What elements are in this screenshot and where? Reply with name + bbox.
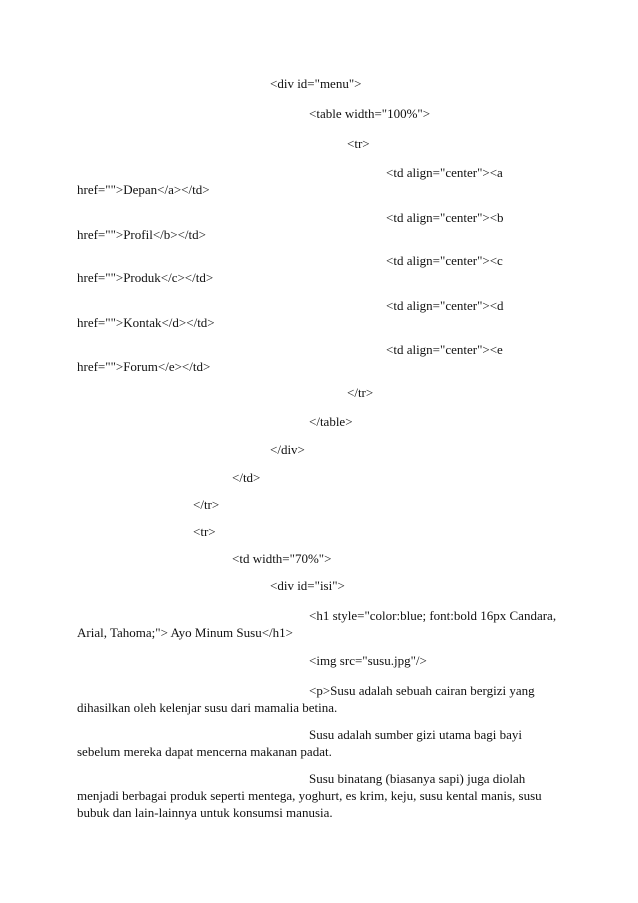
code-line: </td> bbox=[232, 470, 261, 485]
code-line: href="">Depan</a></td> bbox=[77, 182, 210, 197]
code-line: <img src="susu.jpg"/> bbox=[309, 653, 427, 668]
code-line: Susu binatang (biasanya sapi) juga diolah bbox=[309, 771, 526, 786]
code-line: </tr> bbox=[347, 385, 374, 400]
code-line: href="">Produk</c></td> bbox=[77, 270, 214, 285]
code-line: </tr> bbox=[193, 497, 220, 512]
code-line: href="">Profil</b></td> bbox=[77, 227, 206, 242]
code-line: <td align="center"><a bbox=[386, 165, 503, 180]
code-line: <td align="center"><c bbox=[386, 253, 503, 268]
code-line: <td align="center"><e bbox=[386, 342, 503, 357]
code-line: menjadi berbagai produk seperti mentega, yoghurt, es krim, keju, susu kental manis, susu bbox=[77, 788, 542, 803]
code-line: sebelum mereka dapat mencerna makanan padat. bbox=[77, 744, 332, 759]
code-line: Arial, Tahoma;"> Ayo Minum Susu</h1> bbox=[77, 625, 293, 640]
code-line: dihasilkan oleh kelenjar susu dari mamalia betina. bbox=[77, 700, 338, 715]
code-line: <td align="center"><b bbox=[386, 210, 504, 225]
code-line: <p>Susu adalah sebuah cairan bergizi yang bbox=[309, 683, 535, 698]
code-line: </table> bbox=[309, 414, 353, 429]
code-line: <table width="100%"> bbox=[309, 106, 431, 121]
code-line: <tr> bbox=[193, 524, 216, 539]
code-line: href="">Kontak</d></td> bbox=[77, 315, 215, 330]
code-line: <td align="center"><d bbox=[386, 298, 504, 313]
code-line: Susu adalah sumber gizi utama bagi bayi bbox=[309, 727, 523, 742]
code-line: <div id="menu"> bbox=[270, 76, 362, 91]
code-line: </div> bbox=[270, 442, 305, 457]
code-line: bubuk dan lain-lainnya untuk konsumsi manusia. bbox=[77, 805, 333, 820]
code-line: href="">Forum</e></td> bbox=[77, 359, 211, 374]
code-line: <h1 style="color:blue; font:bold 16px Candara, bbox=[309, 608, 557, 623]
code-line: <tr> bbox=[347, 136, 370, 151]
code-line: <div id="isi"> bbox=[270, 578, 345, 593]
code-line: <td width="70%"> bbox=[232, 551, 332, 566]
